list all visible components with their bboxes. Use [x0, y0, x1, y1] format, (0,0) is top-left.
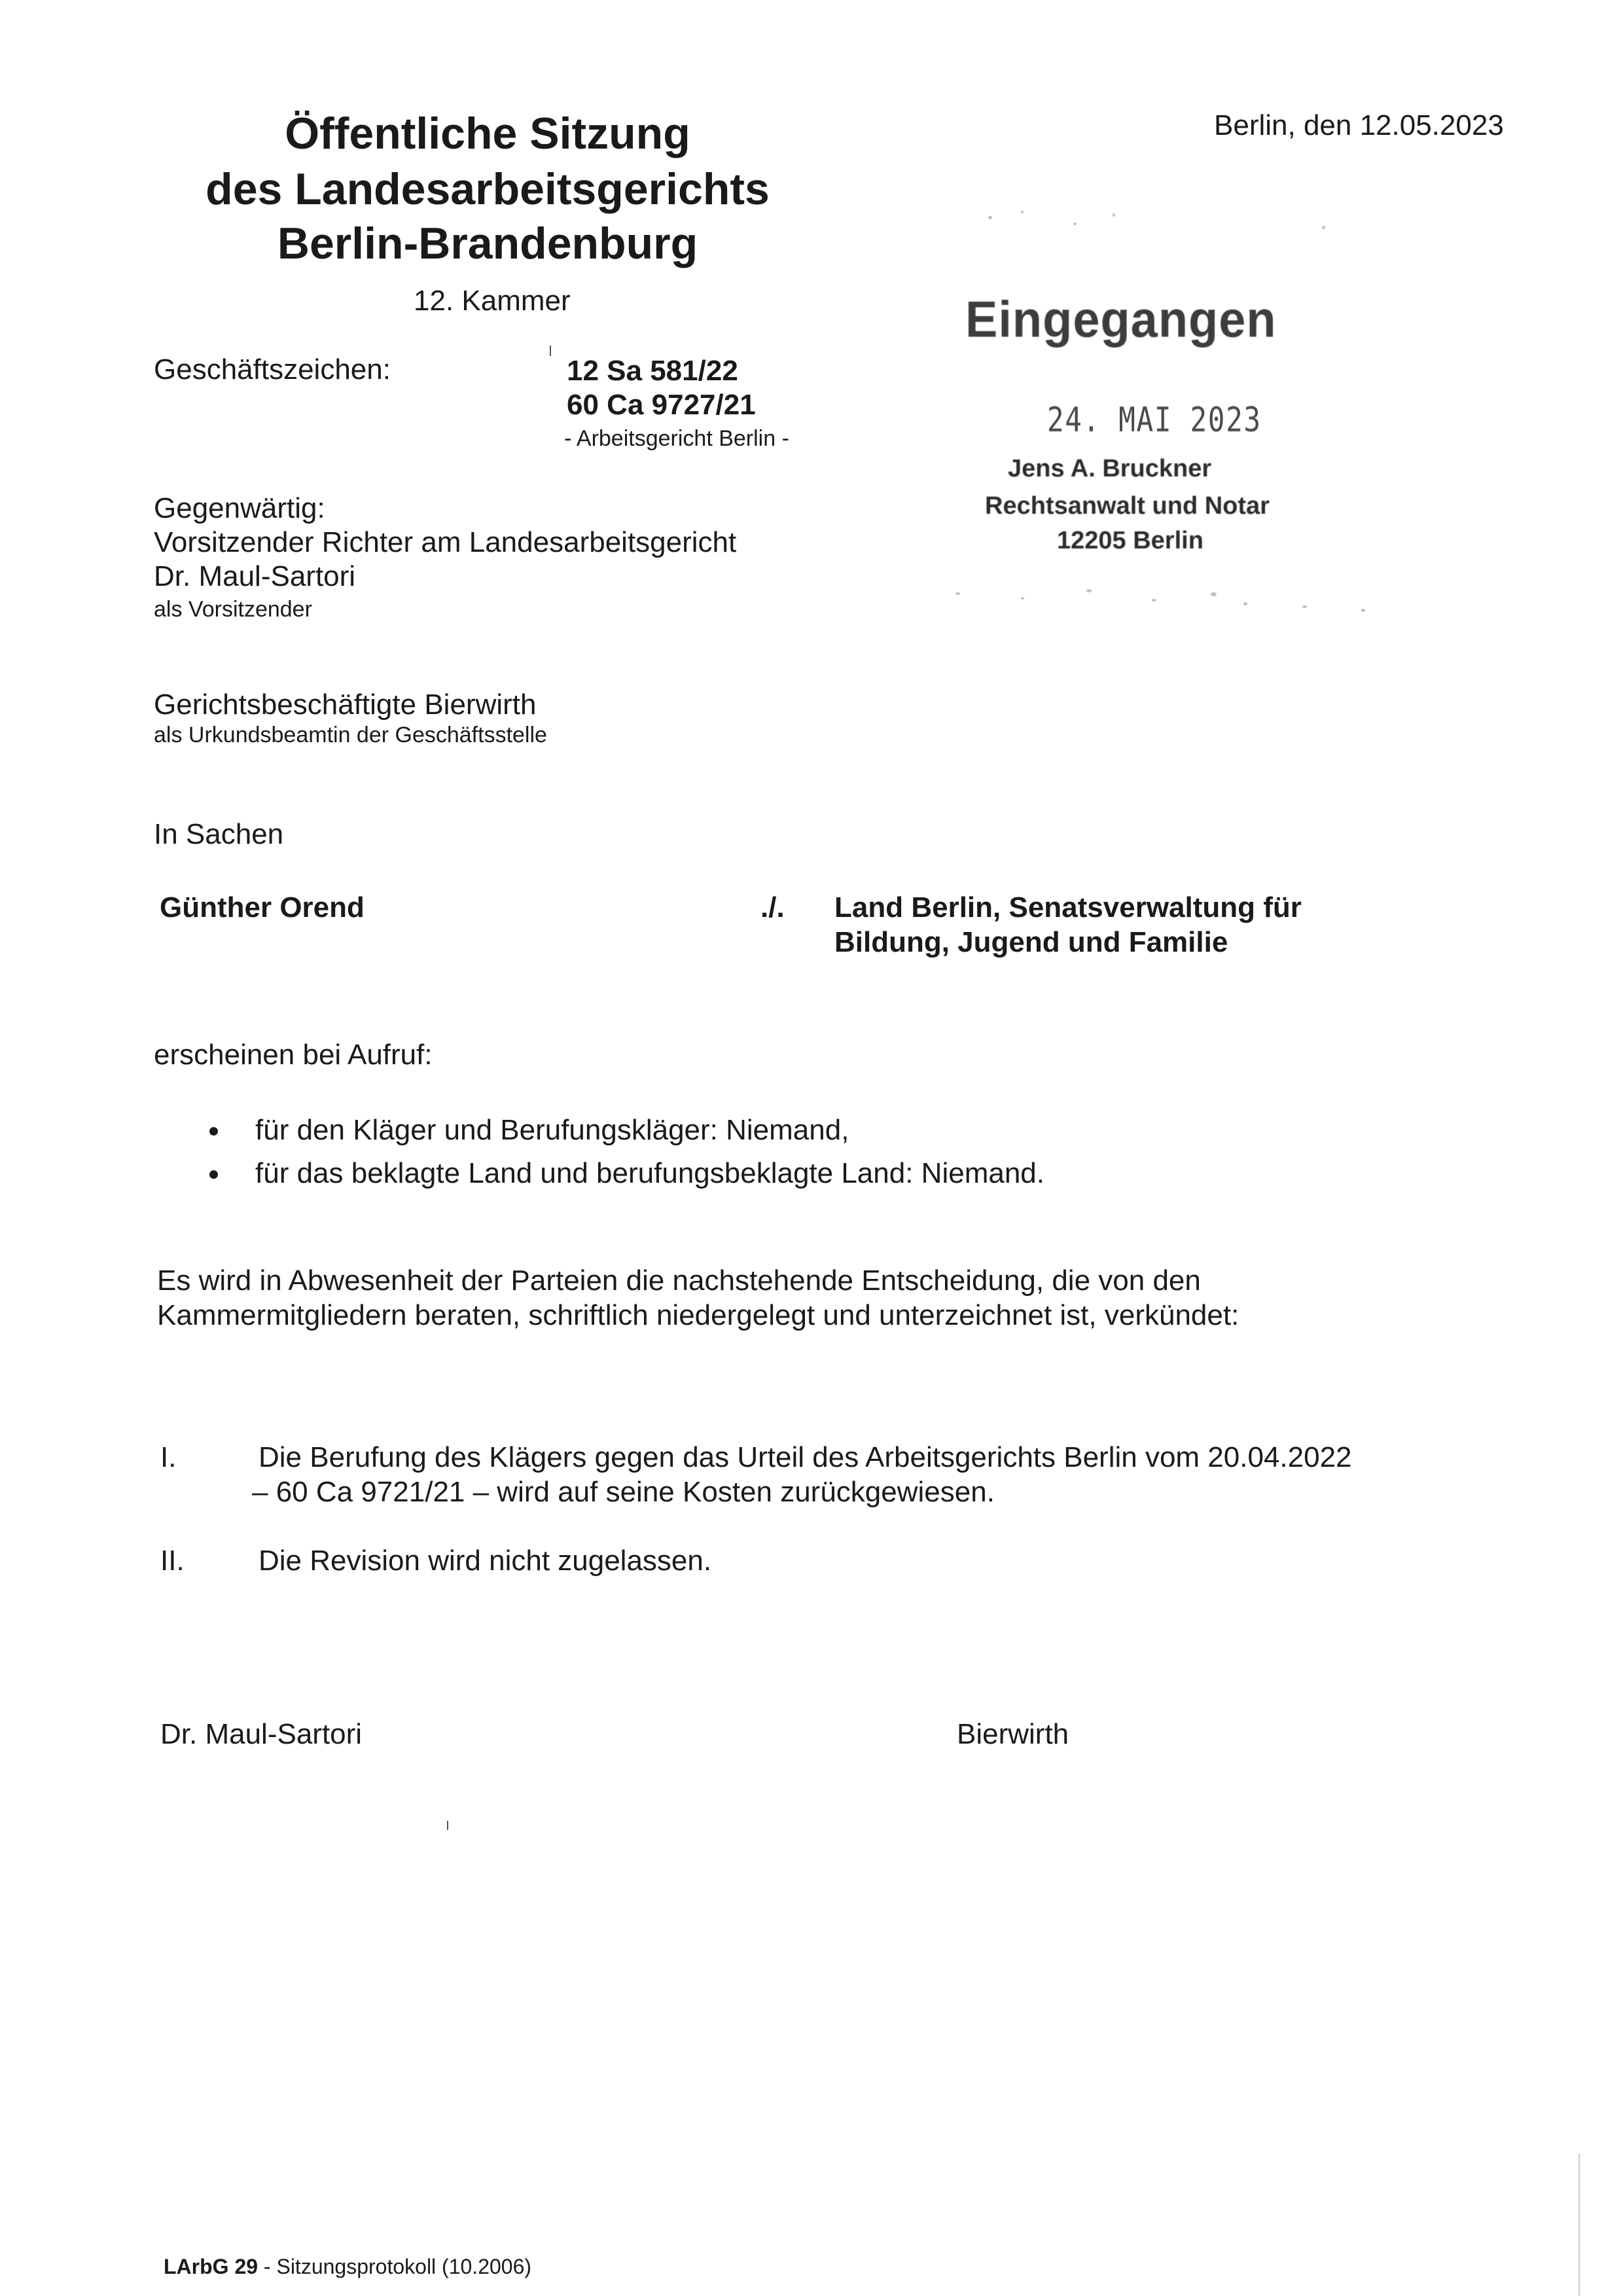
scan-mark	[550, 346, 551, 356]
ruling-text-line-1: Die Revision wird nicht zugelassen.	[259, 1545, 712, 1577]
stamp-speck	[1021, 211, 1024, 213]
presiding-judge-role: als Vorsitzender	[154, 597, 312, 622]
form-description: - Sitzungsprotokoll (10.2006)	[258, 2255, 532, 2278]
stamp-speck	[1152, 599, 1156, 601]
clerk-role: als Urkundsbeamtin der Geschäftsstelle	[154, 723, 547, 747]
case-number-appeal: 12 Sa 581/22	[567, 355, 738, 387]
stamp-speck	[1361, 609, 1365, 612]
scan-mark	[447, 1821, 448, 1830]
document-title-line-2: des Landesarbeitsgerichts	[205, 164, 770, 214]
bullet-icon	[209, 1170, 218, 1179]
list-item-text: für den Kläger und Berufungskläger: Niemand,	[255, 1114, 849, 1146]
appearance-intro: erscheinen bei Aufruf:	[154, 1039, 433, 1071]
stamp-speck	[1113, 213, 1115, 217]
presiding-judge-name: Dr. Maul-Sartori	[154, 560, 356, 592]
stamp-speck	[1211, 592, 1217, 596]
document-title-line-1: Öffentliche Sitzung	[285, 109, 690, 158]
ruling-numeral: I.	[160, 1441, 177, 1473]
ruling-text-line-2: – 60 Ca 9721/21 – wird auf seine Kosten zurückgewiesen.	[252, 1476, 995, 1508]
defendant-line-1: Land Berlin, Senatsverwaltung für	[834, 891, 1302, 924]
list-item-text: für das beklagte Land und berufungsbeklagte Land: Niemand.	[255, 1157, 1044, 1189]
stamp-speck	[1021, 597, 1024, 600]
stamp-lawyer-city: 12205 Berlin	[1057, 527, 1204, 554]
defendant-line-2: Bildung, Jugend und Familie	[834, 926, 1228, 958]
ruling-text-line-1: Die Berufung des Klägers gegen das Urteil des Arbeitsgerichts Berlin vom 20.04.2022	[259, 1441, 1352, 1473]
signature-clerk: Bierwirth	[957, 1718, 1069, 1750]
in-matter-label: In Sachen	[154, 818, 284, 850]
versus-mark: ./.	[760, 891, 785, 924]
present-label: Gegenwärtig:	[154, 492, 325, 524]
signature-judge: Dr. Maul-Sartori	[160, 1718, 363, 1750]
clerk-name: Gerichtsbeschäftigte Bierwirth	[154, 689, 537, 721]
presiding-judge-title: Vorsitzender Richter am Landesarbeitsgericht	[154, 526, 737, 558]
case-number-label: Geschäftszeichen:	[154, 353, 391, 386]
document-title-line-3: Berlin-Brandenburg	[277, 219, 698, 268]
stamp-speck	[955, 592, 960, 595]
ruling-numeral: II.	[160, 1545, 185, 1577]
case-number-first-instance: 60 Ca 9727/21	[567, 389, 756, 421]
stamp-date: 24. MAI 2023	[1047, 401, 1262, 440]
decision-intro-line-1: Es wird in Abwesenheit der Parteien die nachstehende Entscheidung, die von den	[157, 1265, 1201, 1297]
stamp-lawyer-name: Jens A. Bruckner	[1008, 455, 1212, 482]
stamp-speck	[1073, 223, 1077, 225]
stamp-speck	[1322, 226, 1325, 229]
form-code: LArbG 29	[164, 2255, 259, 2278]
decision-intro-line-2: Kammermitgliedern beraten, schriftlich niedergelegt und unterzeichnet ist, verkündet:	[157, 1299, 1240, 1331]
chamber-label: 12. Kammer	[414, 285, 571, 317]
stamp-speck	[1302, 605, 1307, 608]
stamp-speck	[1086, 589, 1092, 592]
plaintiff-name: Günther Orend	[160, 891, 365, 924]
form-footer	[164, 2253, 531, 2280]
stamp-received-word: Eingegangen	[965, 290, 1277, 348]
stamp-lawyer-title: Rechtsanwalt und Notar	[985, 492, 1270, 520]
stamp-speck	[988, 216, 992, 219]
scan-mark	[1578, 2153, 1580, 2296]
place-date: Berlin, den 12.05.2023	[1214, 109, 1504, 141]
first-instance-court: - Arbeitsgericht Berlin -	[564, 426, 789, 451]
bullet-icon	[209, 1127, 218, 1136]
stamp-speck	[1243, 602, 1247, 605]
